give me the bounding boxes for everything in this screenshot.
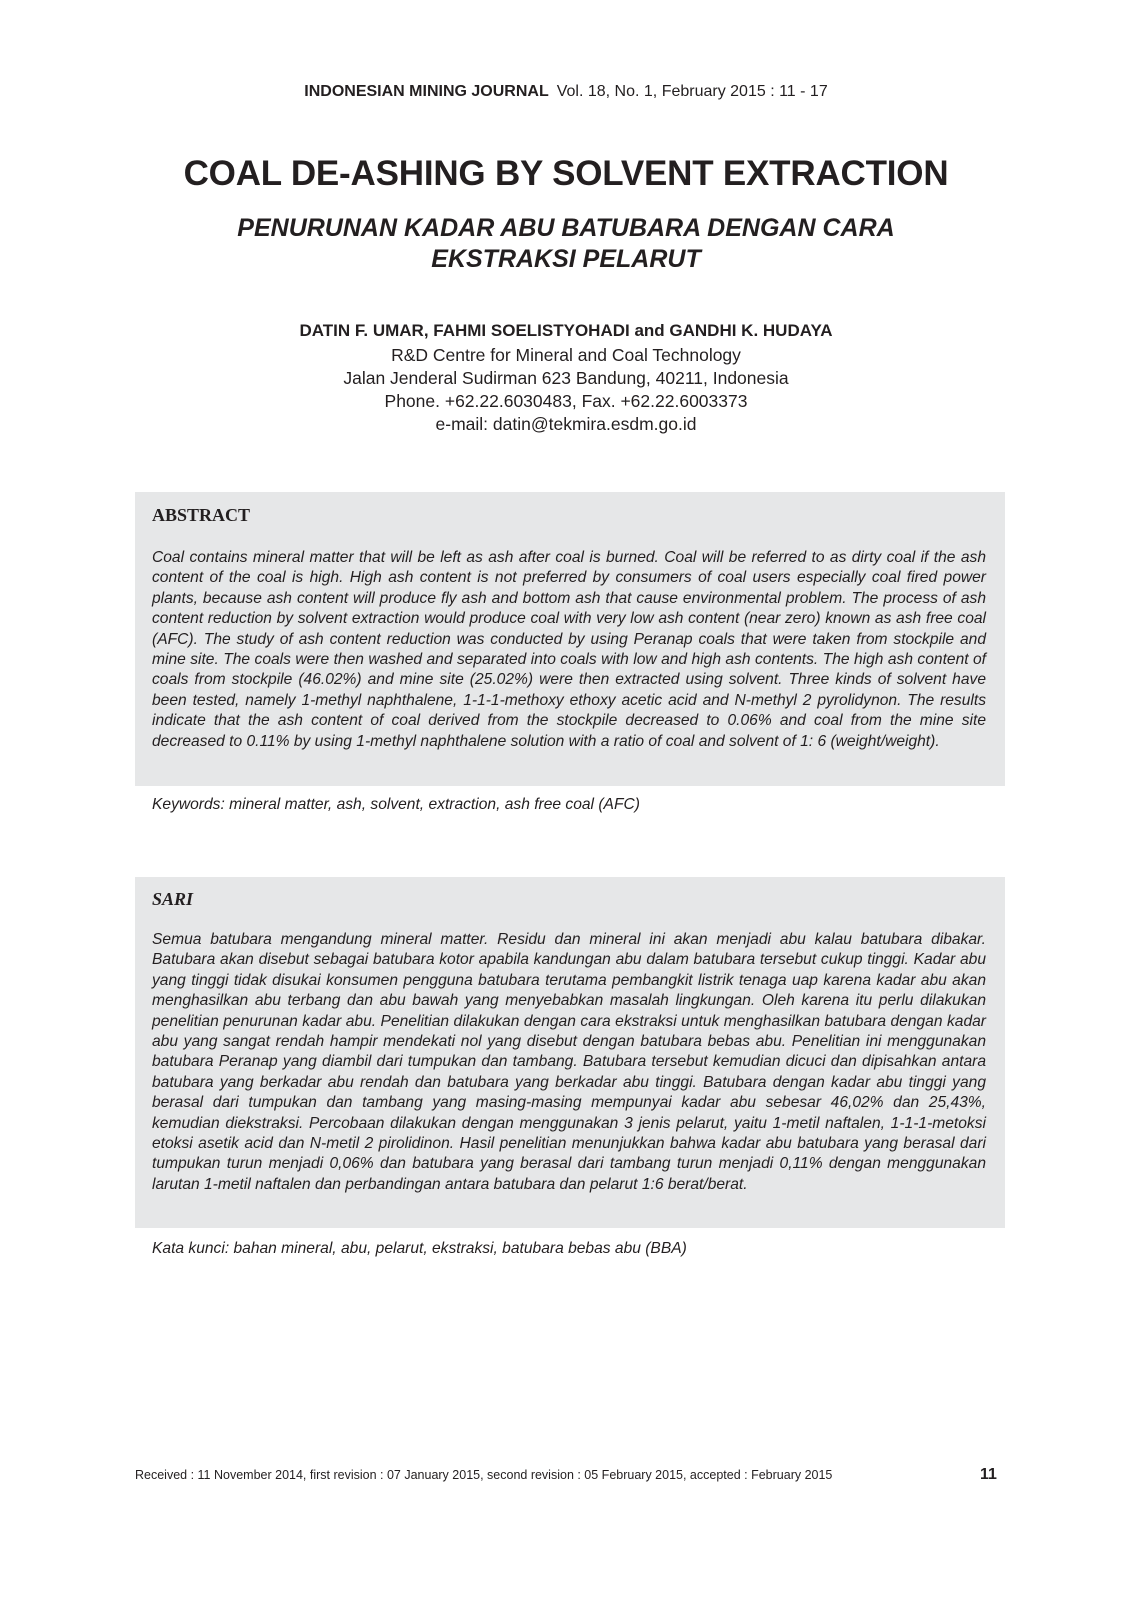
sari-heading: SARI: [152, 889, 194, 909]
subtitle-line-1: PENURUNAN KADAR ABU BATUBARA DENGAN CARA: [237, 214, 895, 242]
paper-subtitle: [180, 213, 952, 275]
affiliation-phone: Phone. +62.22.6030483, Fax. +62.22.6003373: [384, 391, 748, 411]
sari-keywords: Kata kunci: bahan mineral, abu, pelarut, ekstraksi, batubara bebas abu (BBA): [152, 1240, 687, 1257]
page-number: 11: [980, 1466, 997, 1483]
journal-issue: Vol. 18, No. 1, February 2015 : 11 - 17: [556, 83, 828, 100]
subtitle-line-2: EKSTRAKSI PELARUT: [431, 245, 701, 273]
affiliation-address: Jalan Jenderal Sudirman 623 Bandung, 40211, Indonesia: [343, 368, 789, 388]
author-list: DATIN F. UMAR, FAHMI SOELISTYOHADI and GANDHI K. HUDAYA: [299, 321, 833, 340]
affiliation-email: e-mail: datin@tekmira.esdm.go.id: [435, 414, 697, 434]
received-dates: Received : 11 November 2014, first revision : 07 January 2015, second revision : 05 February 2015, accepted : February 2015: [135, 1468, 833, 1482]
abstract-box: [135, 492, 1005, 786]
journal-name: INDONESIAN MINING JOURNAL: [304, 83, 549, 100]
abstract-heading: ABSTRACT: [152, 505, 251, 525]
journal-header: [0, 83, 1132, 101]
abstract-keywords: Keywords: mineral matter, ash, solvent, extraction, ash free coal (AFC): [152, 796, 640, 813]
sari-text: Semua batubara mengandung mineral matter. Residu dan mineral ini akan menjadi abu kalau batubara dibakar. Batubara akan disebut sebagai batubara kotor apabila kandungan abu dalam batubara tersebut cukup tinggi. Kadar abu yang tinggi tidak disukai konsumen pengguna batubara terutama pembangkit listrik tenaga uap karena kadar abu akan menghasilkan abu terbang dan abu bawah yang menyebabkan masalah lingkungan. Oleh karena itu perlu dilakukan penelitian penurunan kadar abu. Penelitian dilakukan dengan cara ekstraksi untuk menghasilkan batubara dengan kadar abu yang sangat rendah hampir mendekati nol yang disebut dengan batubara bebas abu. Penelitian ini menggunakan batubara Peranap yang diambil dari tumpukan dan tambang. Batubara tersebut kemudian dicuci dan dipisahkan antara batubara yang berkadar abu rendah dan batubara yang berkadar abu tinggi. Batubara dengan kadar abu tinggi yang berasal dari tumpukan dan tambang yang masing-masing mempunyai kadar abu sebesar 46,02% dan 25,43%, kemudian diekstraksi. Percobaan dilakukan dengan menggunakan 3 jenis pelarut, yaitu 1-metil naftalen, 1-1-1-metoksi etoksi asetik acid dan N-metil 2 pirolidinon. Hasil penelitian menunjukkan bahwa kadar abu batubara yang berasal dari tumpukan turun menjadi 0,06% dan batubara yang berasal dari tambang turun menjadi 0,11% dengan menggunakan larutan 1-metil naftalen dan perbandingan antara batubara dan pelarut 1:6 berat/berat.: [152, 931, 986, 1193]
affiliation-institution: R&D Centre for Mineral and Coal Technology: [391, 345, 741, 365]
sari-box: [135, 877, 1005, 1228]
abstract-text: Coal contains mineral matter that will be left as ash after coal is burned. Coal will be referred to as dirty coal if the ash content of the coal is high. High ash content is not preferred by consumers of coal users especially coal fired power plants, because ash content will produce fly ash and bottom ash that cause environmental problem. The process of ash content reduction by solvent extraction would produce coal with very low ash content (near zero) known as ash free coal (AFC). The study of ash content reduction was conducted by using Peranap coals that were taken from stockpile and mine site. The coals were then washed and separated into coals with low and high ash contents. The high ash content of coals from stockpile (46.02%) and mine site (25.02%) were then extracted using solvent. Three kinds of solvent have been tested, namely 1-methyl naphthalene, 1-1-1-methoxy ethoxy acetic acid and N-methyl 2 pyrolidynon. The results indicate that the ash content of coal derived from the stockpile decreased to 0.06% and coal from the mine site decreased to 0.11% by using 1-methyl naphthalene solution with a ratio of coal and solvent of 1: 6 (weight/weight).: [152, 549, 986, 750]
paper-title: COAL DE-ASHING BY SOLVENT EXTRACTION: [183, 154, 949, 193]
